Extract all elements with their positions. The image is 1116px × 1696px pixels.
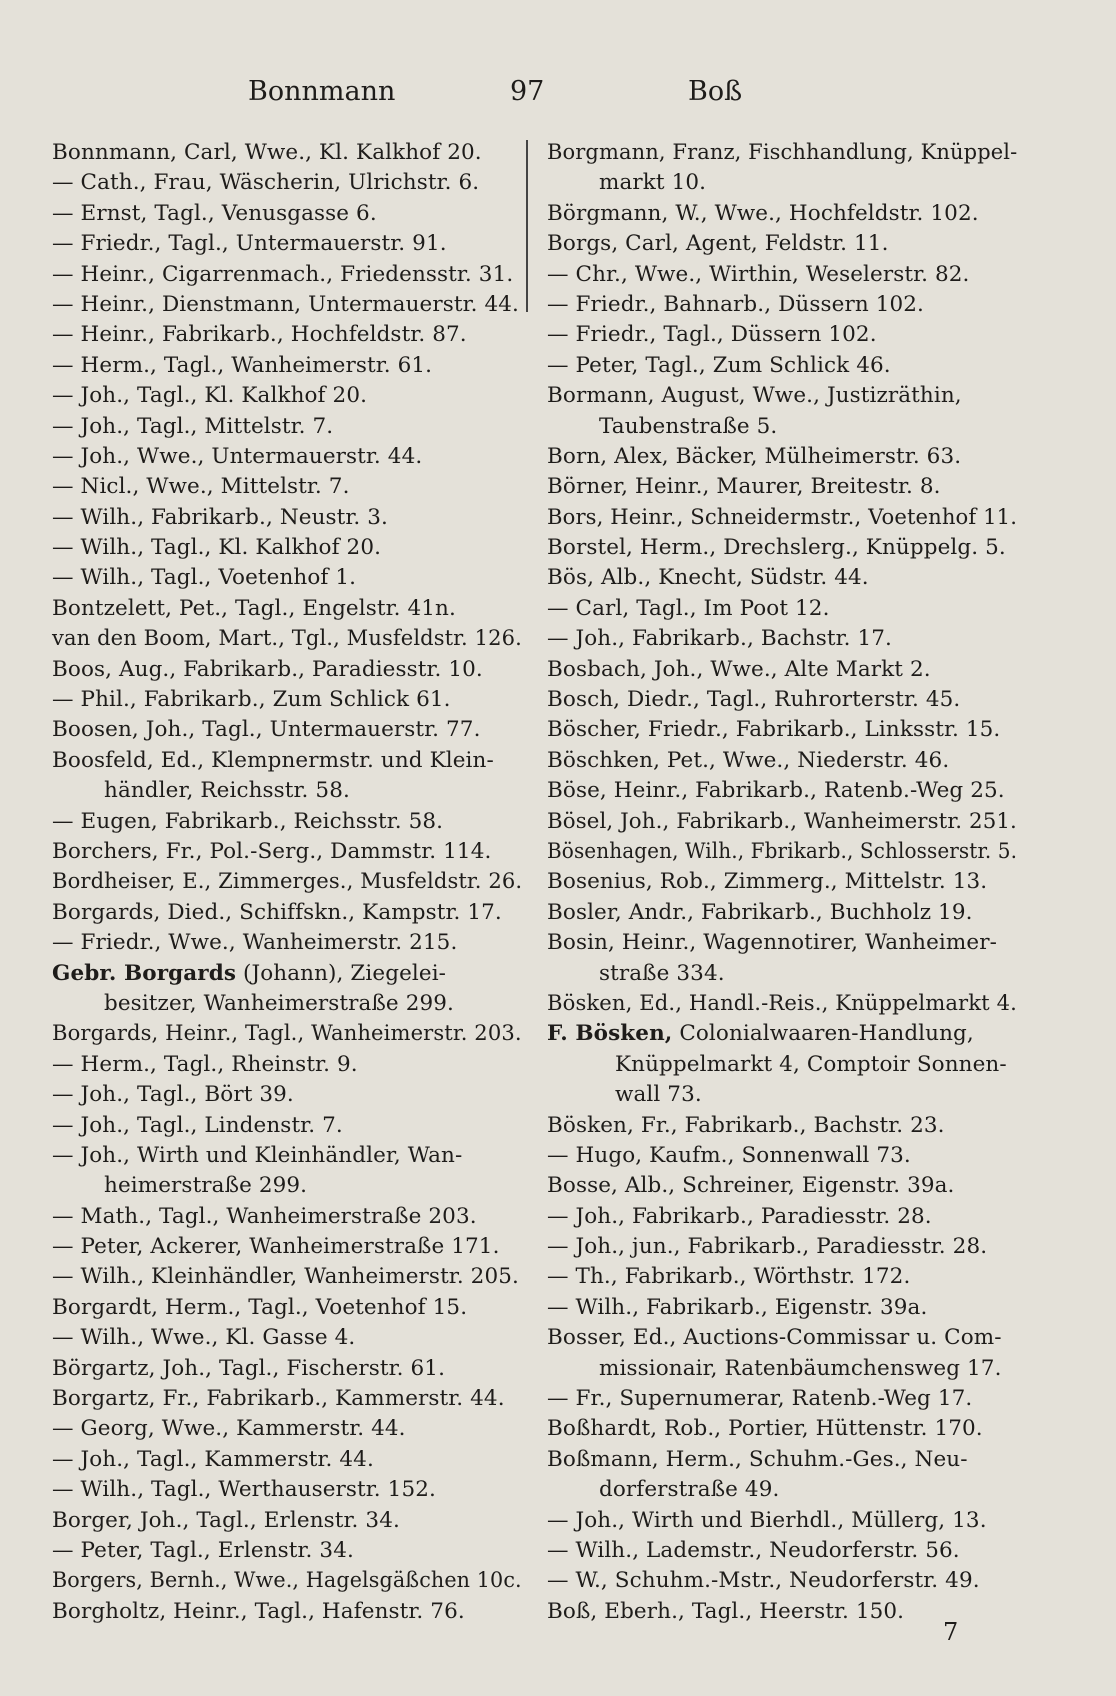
entry-line: Borstel, Herm., Drechslerg., Knüppelg. 5. — [547, 535, 1006, 561]
entry-line: — Th., Fabrikarb., Wörthstr. 172. — [547, 1264, 911, 1290]
entry-line: — Heinr., Fabrikarb., Hochfeldstr. 87. — [52, 322, 467, 348]
left-column — [52, 138, 522, 1627]
entry-line: Börgmann, W., Wwe., Hochfeldstr. 102. — [547, 200, 979, 226]
entry-line: — Nicl., Wwe., Mittelstr. 7. — [52, 474, 350, 500]
entry-line: Bosch, Diedr., Tagl., Ruhrorterstr. 45. — [547, 687, 961, 713]
entry-line: — Wilh., Tagl., Voetenhof 1. — [52, 565, 357, 591]
entry-line: Bosenius, Rob., Zimmerg., Mittelstr. 13. — [547, 869, 988, 895]
entry-line: Börner, Heinr., Maurer, Breitestr. 8. — [547, 474, 941, 500]
entry-line: Bosbach, Joh., Wwe., Alte Markt 2. — [547, 656, 931, 682]
entry-line: — Joh., Tagl., Mittelstr. 7. — [52, 413, 334, 439]
entry-line: — Peter, Tagl., Erlenstr. 34. — [52, 1537, 354, 1563]
entry-line: F. Bösken, Colonialwaaren-Handlung, — [547, 1021, 974, 1047]
entry-line: Bordheiser, E., Zimmerges., Musfeldstr. 26. — [52, 869, 523, 895]
entry-line: Born, Alex, Bäcker, Mülheimerstr. 63. — [547, 443, 962, 469]
entry-line: Boos, Aug., Fabrikarb., Paradiesstr. 10. — [52, 656, 483, 682]
entry-line: Borgers, Bernh., Wwe., Hagelsgäßchen 10c. — [52, 1568, 522, 1594]
entry-line: — Ernst, Tagl., Venusgasse 6. — [52, 200, 377, 226]
entry-line: — Eugen, Fabrikarb., Reichsstr. 58. — [52, 808, 444, 834]
entry-line: — Joh., Wirth und Bierhdl., Müllerg, 13. — [547, 1507, 987, 1533]
entry-line: — Joh., Wwe., Untermauerstr. 44. — [52, 443, 423, 469]
entry-line: händler, Reichsstr. 58. — [104, 778, 350, 804]
entry-line: — Peter, Tagl., Zum Schlick 46. — [547, 352, 891, 378]
entry-line: — Wilh., Fabrikarb., Eigenstr. 39a. — [547, 1294, 928, 1320]
entry-line: — Carl, Tagl., Im Poot 12. — [547, 595, 830, 621]
entry-line: — Wilh., Tagl., Werthauserstr. 152. — [52, 1477, 436, 1503]
header-right-keyword: Boß — [688, 76, 743, 107]
entry-line: — Heinr., Dienstmann, Untermauerstr. 44. — [52, 291, 519, 317]
entry-line: — Joh., Tagl., Kl. Kalkhof 20. — [52, 383, 368, 409]
entry-line: Bösenhagen, Wilh., Fbrikarb., Schlosserstr. 5. — [547, 838, 1018, 864]
entry-line: — Wilh., Tagl., Kl. Kalkhof 20. — [52, 535, 382, 561]
entry-line: Bontzelett, Pet., Tagl., Engelstr. 41n. — [52, 595, 456, 621]
entry-line: dorferstraße 49. — [599, 1477, 780, 1503]
entry-line: — Joh., Wirth und Kleinhändler, Wan- — [52, 1142, 463, 1168]
entry-line: Borgs, Carl, Agent, Feldstr. 11. — [547, 231, 889, 257]
entry-line: — Chr., Wwe., Wirthin, Weselerstr. 82. — [547, 261, 970, 287]
signature-mark: 7 — [943, 1618, 959, 1646]
entry-line: — Joh., Fabrikarb., Paradiesstr. 28. — [547, 1203, 932, 1229]
column-divider — [526, 140, 528, 312]
entry-line: — Georg, Wwe., Kammerstr. 44. — [52, 1416, 406, 1442]
entry-line: Bonnmann, Carl, Wwe., Kl. Kalkhof 20. — [52, 140, 482, 165]
entry-line: markt 10. — [599, 170, 707, 196]
entry-line: Borgards, Died., Schiffskn., Kampstr. 17. — [52, 899, 502, 925]
entry-line: Bosler, Andr., Fabrikarb., Buchholz 19. — [547, 899, 973, 925]
entry-line: Borgards, Heinr., Tagl., Wanheimerstr. 203. — [52, 1021, 522, 1047]
entry-line: — Friedr., Wwe., Wanheimerstr. 215. — [52, 930, 458, 956]
entry-line: Böse, Heinr., Fabrikarb., Ratenb.-Weg 25. — [547, 778, 1005, 804]
entry-line: — Joh., Tagl., Lindenstr. 7. — [52, 1112, 343, 1138]
entry-line: Bormann, August, Wwe., Justizräthin, — [547, 383, 962, 409]
entry-line: — Phil., Fabrikarb., Zum Schlick 61. — [52, 687, 451, 713]
entry-line: Bosser, Ed., Auctions-Commissar u. Com- — [547, 1325, 1002, 1351]
entry-line: Knüppelmarkt 4, Comptoir Sonnen- — [615, 1051, 1007, 1077]
entry-line: — Cath., Frau, Wäscherin, Ulrichstr. 6. — [52, 170, 480, 196]
entry-line: — Wilh., Wwe., Kl. Gasse 4. — [52, 1325, 356, 1351]
entry-line: — Herm., Tagl., Rheinstr. 9. — [52, 1051, 358, 1077]
entry-line: Taubenstraße 5. — [599, 413, 778, 439]
entry-line: — Joh., Fabrikarb., Bachstr. 17. — [547, 626, 892, 652]
entry-line: besitzer, Wanheimerstraße 299. — [104, 990, 454, 1016]
entry-line: — Math., Tagl., Wanheimerstraße 203. — [52, 1203, 477, 1229]
entry-line: — Joh., Tagl., Kammerstr. 44. — [52, 1446, 374, 1472]
entry-line: Bösken, Ed., Handl.-Reis., Knüppelmarkt 4. — [547, 990, 1017, 1016]
entry-line: Börgartz, Joh., Tagl., Fischerstr. 61. — [52, 1355, 446, 1381]
running-header — [0, 68, 1116, 108]
entry-line: heimerstraße 299. — [104, 1173, 308, 1199]
entry-line: Bös, Alb., Knecht, Südstr. 44. — [547, 565, 869, 591]
entry-line: Bors, Heinr., Schneidermstr., Voetenhof 11. — [547, 504, 1018, 530]
entry-line: — Wilh., Kleinhändler, Wanheimerstr. 205. — [52, 1264, 519, 1290]
entry-line: Borgartz, Fr., Fabrikarb., Kammerstr. 44. — [52, 1386, 505, 1412]
entry-line: — Fr., Supernumerar, Ratenb.-Weg 17. — [547, 1386, 973, 1412]
entry-line: Böschken, Pet., Wwe., Niederstr. 46. — [547, 747, 950, 773]
entry-line: Borchers, Fr., Pol.-Serg., Dammstr. 114. — [52, 838, 492, 864]
entry-line: Boßhardt, Rob., Portier, Hüttenstr. 170. — [547, 1416, 983, 1442]
entry-line: Borger, Joh., Tagl., Erlenstr. 34. — [52, 1507, 400, 1533]
entry-line: Bosin, Heinr., Wagennotirer, Wanheimer- — [547, 930, 997, 956]
header-left-keyword: Bonnmann — [248, 76, 396, 107]
entry-line: Boßmann, Herm., Schuhm.-Ges., Neu- — [547, 1446, 968, 1472]
entry-line: Borgmann, Franz, Fischhandlung, Knüppel- — [547, 140, 1018, 165]
entry-line: Boß, Eberh., Tagl., Heerstr. 150. — [547, 1598, 905, 1624]
entry-line: — Joh., Tagl., Bört 39. — [52, 1082, 294, 1108]
entry-line: straße 334. — [599, 960, 725, 986]
right-column — [547, 138, 1017, 1627]
entry-line: Boosen, Joh., Tagl., Untermauerstr. 77. — [52, 717, 481, 743]
entry-line: van den Boom, Mart., Tgl., Musfeldstr. 126. — [52, 626, 522, 652]
entry-line: — Herm., Tagl., Wanheimerstr. 61. — [52, 352, 433, 378]
entry-line: — Hugo, Kaufm., Sonnenwall 73. — [547, 1142, 911, 1168]
entry-line: — Friedr., Tagl., Düssern 102. — [547, 322, 877, 348]
entry-line: — Peter, Ackerer, Wanheimerstraße 171. — [52, 1234, 500, 1260]
entry-line: Borgholtz, Heinr., Tagl., Hafenstr. 76. — [52, 1598, 465, 1624]
entry-line: wall 73. — [615, 1082, 702, 1108]
entry-line: — Heinr., Cigarrenmach., Friedensstr. 31. — [52, 261, 514, 287]
entry-line: Böscher, Friedr., Fabrikarb., Linksstr. 15. — [547, 717, 1001, 743]
entry-line: — W., Schuhm.-Mstr., Neudorferstr. 49. — [547, 1568, 980, 1594]
entry-line: — Joh., jun., Fabrikarb., Paradiesstr. 28. — [547, 1234, 988, 1260]
entry-line: Boosfeld, Ed., Klempnermstr. und Klein- — [52, 747, 494, 773]
entry-line: Bösken, Fr., Fabrikarb., Bachstr. 23. — [547, 1112, 945, 1138]
entry-line: missionair, Ratenbäumchensweg 17. — [599, 1355, 1002, 1381]
entry-line: Bösel, Joh., Fabrikarb., Wanheimerstr. 251. — [547, 808, 1017, 834]
entry-line: Gebr. Borgards (Johann), Ziegelei- — [52, 960, 447, 986]
entry-line: — Wilh., Fabrikarb., Neustr. 3. — [52, 504, 388, 530]
page-number: 97 — [510, 76, 545, 107]
entry-line: Bosse, Alb., Schreiner, Eigenstr. 39a. — [547, 1173, 955, 1199]
entry-line: — Friedr., Tagl., Untermauerstr. 91. — [52, 231, 447, 257]
entry-line: — Wilh., Lademstr., Neudorferstr. 56. — [547, 1537, 960, 1563]
entry-line: Borgardt, Herm., Tagl., Voetenhof 15. — [52, 1294, 468, 1320]
entry-line: — Friedr., Bahnarb., Düssern 102. — [547, 291, 924, 317]
